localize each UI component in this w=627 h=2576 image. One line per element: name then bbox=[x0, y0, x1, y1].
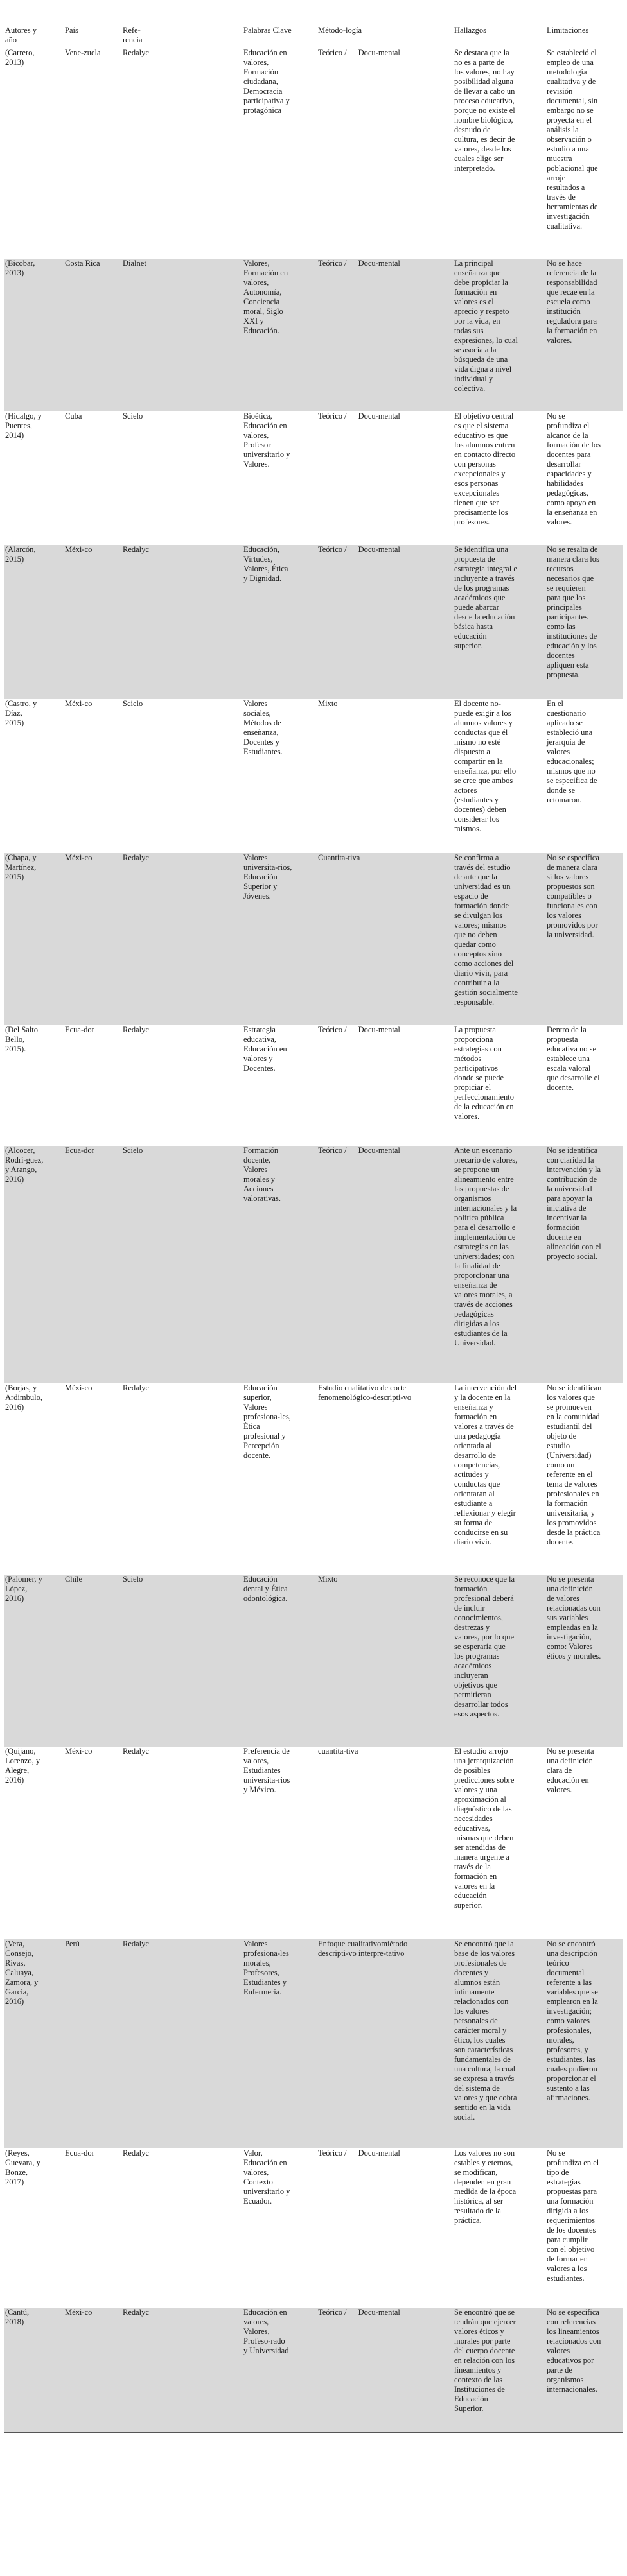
cell-referencia bbox=[121, 259, 242, 411]
table-row bbox=[4, 2308, 623, 2433]
cell-referencia-text: Scielo bbox=[123, 1574, 143, 1584]
cell-autores-text: (Alarcón, 2015) bbox=[5, 544, 36, 564]
cell-referencia-text: Redalyc bbox=[123, 2307, 149, 2317]
cell-limitaciones-text: En el cuestionario aplicado se estableció una jerarquía de valores educacionales; mismos que no se especifica de donde se retomaron. bbox=[547, 698, 597, 804]
method-primary: Teórico / bbox=[318, 258, 347, 268]
cell-pais bbox=[64, 1575, 121, 1747]
cell-pais-text: Chile bbox=[65, 1574, 83, 1584]
table-row bbox=[4, 1575, 623, 1747]
cell-autores-text: (Borjas, y Ardimbulo, 2016) bbox=[5, 1383, 42, 1412]
cell-palabras-clave bbox=[242, 1575, 317, 1747]
method-secondary: Docu-mental bbox=[358, 1145, 400, 1155]
cell-hallazgos-text: Se destaca que la no es a parte de los valores, no hay posibilidad alguna de llevar a cabo un proceso educativo, porque no existe el hombre biológico, desnudo de cultura, es decir de valores, desde los cuales elige ser interpretado. bbox=[454, 48, 515, 173]
method-primary: Teórico / bbox=[318, 48, 347, 57]
cell-hallazgos bbox=[453, 1575, 545, 1747]
cell-referencia-text: Redalyc bbox=[123, 2148, 149, 2157]
cell-limitaciones bbox=[545, 1747, 623, 1939]
cell-metodologia bbox=[317, 2308, 453, 2433]
cell-autores-text: (Chapa, y Martínez, 2015) bbox=[5, 852, 37, 881]
table-row bbox=[4, 48, 623, 259]
cell-limitaciones-text: No se identifica con claridad la intervención y la contribución de la universidad para apoyar la iniciativa de incentivar la formación docente en alineación con el proyecto social. bbox=[547, 1145, 601, 1261]
cell-metodologia bbox=[317, 411, 453, 545]
cell-hallazgos-text: El docente no- puede exigir a los alumnos valores y conductas que él mismo no esté dispuesto a compartir en la enseñanza, por ello se cree que ambos actores (estudiantes y docentes) deben considerar los mismos. bbox=[454, 698, 517, 833]
cell-limitaciones bbox=[545, 1146, 623, 1383]
cell-palabras-clave-text: Valor, Educación en valores, Contexto universitario y Ecuador. bbox=[243, 2148, 290, 2206]
cell-referencia bbox=[121, 545, 242, 699]
cell-limitaciones bbox=[545, 699, 623, 853]
cell-autores-text: (Quijano, Lorenzo, y Alegre, 2016) bbox=[5, 1746, 40, 1785]
cell-limitaciones bbox=[545, 259, 623, 411]
cell-autores bbox=[4, 259, 64, 411]
cell-pais bbox=[64, 259, 121, 411]
table-row bbox=[4, 1747, 623, 1939]
table-row bbox=[4, 545, 623, 699]
cell-palabras-clave bbox=[242, 259, 317, 411]
cell-palabras-clave bbox=[242, 1383, 317, 1575]
cell-referencia-text: Redalyc bbox=[123, 1939, 149, 1948]
cell-referencia bbox=[121, 411, 242, 545]
cell-limitaciones bbox=[545, 2148, 623, 2308]
method-secondary: Docu-mental bbox=[358, 2307, 400, 2317]
cell-autores-text: (Vera, Consejo, Rivas, Caluaya, Zamora, y García, 2016) bbox=[5, 1939, 39, 2006]
cell-limitaciones bbox=[545, 853, 623, 1025]
method-secondary: Docu-mental bbox=[358, 2148, 400, 2157]
cell-limitaciones-text: No se resalta de manera clara los recursos necesarios que se requieren para que los principales participantes como las instituciones de educación y los docentes apliquen esta propuesta. bbox=[547, 544, 599, 679]
cell-limitaciones-text: No se especifica con referencias los lineamientos relacionados con valores educativos por parte de organismos internacionales. bbox=[547, 2307, 601, 2394]
cell-metodologia bbox=[317, 545, 453, 699]
cell-autores bbox=[4, 411, 64, 545]
table-row bbox=[4, 1025, 623, 1146]
cell-metodologia bbox=[317, 853, 453, 1025]
cell-palabras-clave-text: Valores profesiona-les morales, Profesores, Estudiantes y Enfermería. bbox=[243, 1939, 289, 1996]
method-primary: cuantita-tiva bbox=[318, 1746, 358, 1756]
cell-hallazgos-text: El objetivo central es que el sistema educativo es que los alumnos entren en contacto directo con personas excepcionales y esos personas excepcionales tienen que ser precisamente los profesores. bbox=[454, 411, 516, 526]
cell-pais bbox=[64, 699, 121, 853]
cell-referencia-text: Redalyc bbox=[123, 852, 149, 862]
method-secondary: Docu-mental bbox=[358, 1024, 400, 1034]
cell-referencia bbox=[121, 1939, 242, 2148]
cell-hallazgos bbox=[453, 2148, 545, 2308]
cell-metodologia bbox=[317, 259, 453, 411]
cell-autores-text: (Carrero, 2013) bbox=[5, 48, 35, 67]
cell-autores-text: (Cantú, 2018) bbox=[5, 2307, 30, 2326]
cell-limitaciones-text: No se encontró una descripción teórico documental referente a las variables que se emplearon en la investigación; como valores profesionales, morales, profesores, y estudiantes, las cuales pudieron proporcionar el sustento a las afirmaciones. bbox=[547, 1939, 598, 2102]
cell-autores bbox=[4, 1383, 64, 1575]
cell-autores bbox=[4, 853, 64, 1025]
cell-palabras-clave-text: Valores universita-rios, Educación Superior y Jóvenes. bbox=[243, 852, 292, 901]
cell-hallazgos bbox=[453, 545, 545, 699]
cell-hallazgos bbox=[453, 259, 545, 411]
cell-metodologia bbox=[317, 699, 453, 853]
cell-palabras-clave bbox=[242, 1939, 317, 2148]
method-primary: Mixto bbox=[318, 1574, 338, 1584]
cell-pais-text: Méxi-co bbox=[65, 698, 93, 708]
method-primary: Teórico / bbox=[318, 2307, 347, 2317]
cell-autores bbox=[4, 545, 64, 699]
cell-hallazgos-text: La propuesta proporciona estrategias con métodos participativos donde se puede propiciar el perfeccionamiento de la educación en valores. bbox=[454, 1024, 515, 1121]
cell-limitaciones-text: Se estableció el empleo de una metodología cualitativa y de revisión documental, sin embargo no se proyecta en el análisis la observación o estudio a una muestra poblacional que arroje resultados a través de herramientas de investigación cualitativa. bbox=[547, 48, 598, 230]
cell-palabras-clave bbox=[242, 411, 317, 545]
table-row bbox=[4, 1383, 623, 1575]
cell-autores-text: (Alcocer, Rodrí-guez, y Arango, 2016) bbox=[5, 1145, 44, 1184]
cell-hallazgos-text: Se reconoce que la formación profesional deberá de incluir conocimientos, destrezas y valores, por lo que se esperaría que los programas académicos incluyeran objetivos que permitieran desarrollar todos esos aspectos. bbox=[454, 1574, 515, 1718]
cell-referencia-text: Redalyc bbox=[123, 1383, 149, 1392]
cell-palabras-clave-text: Valores sociales, Métodos de enseñanza, Docentes y Estudiantes. bbox=[243, 698, 283, 756]
cell-hallazgos bbox=[453, 699, 545, 853]
cell-hallazgos bbox=[453, 411, 545, 545]
cell-referencia bbox=[121, 1383, 242, 1575]
cell-autores-text: (Bicobar, 2013) bbox=[5, 258, 35, 277]
cell-palabras-clave-text: Educación en valores, Formación ciudadana, Democracia participativa y protagónica bbox=[243, 48, 290, 115]
cell-referencia bbox=[121, 1146, 242, 1383]
cell-autores-text: (Hidalgo, y Puentes, 2014) bbox=[5, 411, 42, 440]
cell-palabras-clave bbox=[242, 1146, 317, 1383]
table-header-row bbox=[4, 26, 623, 48]
table-row bbox=[4, 259, 623, 411]
cell-pais-text: Méxi-co bbox=[65, 852, 93, 862]
method-primary: Estudio cualitativo de corte fenomenológico-descripti-vo bbox=[318, 1383, 412, 1402]
cell-palabras-clave-text: Estrategia educativa, Educación en valores y Docentes. bbox=[243, 1024, 287, 1073]
cell-limitaciones-text: No se presenta una definición de valores relacionadas con sus variables empleadas en la investigación, como: Valores éticos y morales. bbox=[547, 1574, 601, 1661]
cell-autores bbox=[4, 1025, 64, 1146]
cell-hallazgos-text: Ante un escenario precario de valores, se propone un alineamiento entre las propuestas de organismos internacionales y la política pública para el desarrollo e implementación de estrategias en las universidades; con la finalidad de proporcionar una enseñanza de valores morales, a través de acciones pedagógicas dirigidas a los estudiantes de la Universidad. bbox=[454, 1145, 518, 1347]
table-row bbox=[4, 699, 623, 853]
header-palabras-clave: Palabras Clave bbox=[242, 26, 317, 48]
cell-hallazgos-text: Se identifica una propuesta de estrategia integral e incluyente a través de los programas académicos que puede abarcar desde la educación básica hasta educación superior. bbox=[454, 544, 517, 650]
cell-referencia-text: Dialnet bbox=[123, 258, 146, 268]
cell-pais bbox=[64, 2308, 121, 2433]
cell-limitaciones bbox=[545, 2308, 623, 2433]
cell-autores bbox=[4, 1146, 64, 1383]
cell-autores bbox=[4, 1747, 64, 1939]
cell-pais bbox=[64, 545, 121, 699]
cell-pais-text: Méxi-co bbox=[65, 2307, 93, 2317]
cell-referencia-text: Redalyc bbox=[123, 48, 149, 57]
cell-limitaciones-text: No se especifica de manera clara si los valores propuestos son compatibles o funcionales con los valores promovidos por la universidad. bbox=[547, 852, 599, 939]
method-secondary: Docu-mental bbox=[358, 411, 400, 420]
cell-referencia bbox=[121, 853, 242, 1025]
cell-hallazgos-text: Se encontró que la base de los valores profesionales de docentes y alumnos están íntimamente relacionados con los valores personales de carácter moral y ético, los cuales son características fundamentales de una cultura, la cual se expresa a través del sistema de valores y que cobra sentido en la vida social. bbox=[454, 1939, 517, 2122]
header-autores: Autores y año bbox=[4, 26, 64, 48]
cell-limitaciones bbox=[545, 411, 623, 545]
cell-palabras-clave-text: Preferencia de valores, Estudiantes universita-rios y México. bbox=[243, 1746, 290, 1794]
cell-pais-text: Ecua-dor bbox=[65, 1145, 94, 1155]
cell-pais-text: Vene-zuela bbox=[65, 48, 101, 57]
cell-referencia bbox=[121, 48, 242, 259]
cell-metodologia bbox=[317, 1747, 453, 1939]
cell-referencia bbox=[121, 1025, 242, 1146]
cell-palabras-clave bbox=[242, 2148, 317, 2308]
cell-hallazgos bbox=[453, 1025, 545, 1146]
cell-limitaciones-text: No se hace referencia de la responsabilidad que recae en la escuela como institución reguladora para la formación en valores. bbox=[547, 258, 597, 345]
table-row bbox=[4, 411, 623, 545]
cell-limitaciones-text: No se profundiza el alcance de la formación de los docentes para desarrollar capacidades y habilidades pedagógicas, como apoyo en la enseñanza en valores. bbox=[547, 411, 601, 526]
cell-pais bbox=[64, 48, 121, 259]
cell-metodologia bbox=[317, 1383, 453, 1575]
cell-limitaciones bbox=[545, 48, 623, 259]
cell-limitaciones bbox=[545, 1383, 623, 1575]
cell-limitaciones bbox=[545, 1025, 623, 1146]
cell-referencia bbox=[121, 2308, 242, 2433]
header-metodologia: Método-logía bbox=[317, 26, 453, 48]
table-row bbox=[4, 1146, 623, 1383]
cell-hallazgos-text: La intervención del y la docente en la enseñanza y formación en valores a través de una pedagogía orientada al desarrollo de competencias, actitudes y conductas que orientaran al estudiante a reflexionar y elegir su forma de conducirse en su diario vivir. bbox=[454, 1383, 517, 1546]
cell-referencia bbox=[121, 699, 242, 853]
cell-hallazgos-text: Se confirma a través del estudio de arte que la universidad es un espacio de formación donde se divulgan los valores; mismos que no deben quedar como conceptos sino como acciones del diario vivir, para contribuir a la gestión socialmente responsable. bbox=[454, 852, 518, 1007]
cell-hallazgos-text: Se encontró que se tendrán que ejercer valores éticos y morales por parte del cuerpo docente en relación con los lineamientos y contexto de las Instituciones de Educación Superior. bbox=[454, 2307, 516, 2413]
cell-referencia bbox=[121, 1575, 242, 1747]
cell-limitaciones bbox=[545, 1575, 623, 1747]
table-row bbox=[4, 853, 623, 1025]
cell-autores bbox=[4, 1939, 64, 2148]
cell-hallazgos bbox=[453, 1939, 545, 2148]
method-primary: Teórico / bbox=[318, 2148, 347, 2157]
cell-autores bbox=[4, 48, 64, 259]
method-primary: Enfoque cualitativomiétodo descripti-vo interpre-tativo bbox=[318, 1939, 408, 1958]
cell-metodologia bbox=[317, 48, 453, 259]
cell-palabras-clave-text: Educación dental y Ética odontológica. bbox=[243, 1574, 288, 1603]
cell-hallazgos bbox=[453, 1747, 545, 1939]
cell-metodologia bbox=[317, 1146, 453, 1383]
cell-limitaciones bbox=[545, 1939, 623, 2148]
cell-autores-text: (Castro, y Díaz, 2015) bbox=[5, 698, 37, 727]
cell-pais bbox=[64, 411, 121, 545]
cell-pais bbox=[64, 853, 121, 1025]
cell-palabras-clave bbox=[242, 48, 317, 259]
cell-pais-text: Cuba bbox=[65, 411, 82, 420]
cell-palabras-clave-text: Valores, Formación en valores, Autonomía, Conciencia moral, Siglo XXI y Educación. bbox=[243, 258, 288, 335]
table-row bbox=[4, 2148, 623, 2308]
cell-limitaciones-text: No se profundiza en el tipo de estrategias propuestas para una formación dirigida a los requerimientos de los docentes para cumplir con el objetivo de formar en valores a los estudiantes. bbox=[547, 2148, 599, 2283]
cell-metodologia bbox=[317, 1575, 453, 1747]
cell-pais bbox=[64, 2148, 121, 2308]
method-primary: Cuantita-tiva bbox=[318, 852, 360, 862]
cell-pais-text: Costa Rica bbox=[65, 258, 100, 268]
cell-pais-text: Ecua-dor bbox=[65, 1024, 94, 1034]
cell-referencia-text: Redalyc bbox=[123, 1746, 149, 1756]
cell-palabras-clave-text: Educación, Virtudes, Valores, Ética y Dignidad. bbox=[243, 544, 288, 583]
cell-palabras-clave-text: Educación superior, Valores profesiona-les, Ética profesional y Percepción docente. bbox=[243, 1383, 291, 1460]
cell-limitaciones-text: No se presenta una definición clara de educación en valores. bbox=[547, 1746, 594, 1794]
method-primary: Teórico / bbox=[318, 1024, 347, 1034]
cell-pais bbox=[64, 1939, 121, 2148]
cell-autores bbox=[4, 1575, 64, 1747]
cell-autores bbox=[4, 2308, 64, 2433]
cell-pais-text: Méxi-co bbox=[65, 1383, 93, 1392]
cell-palabras-clave-text: Formación docente, Valores morales y Acciones valorativas. bbox=[243, 1145, 281, 1203]
cell-hallazgos bbox=[453, 1383, 545, 1575]
method-secondary: Docu-mental bbox=[358, 258, 400, 268]
cell-referencia-text: Redalyc bbox=[123, 1024, 149, 1034]
cell-pais-text: Méxi-co bbox=[65, 1746, 93, 1756]
cell-metodologia bbox=[317, 1939, 453, 2148]
method-secondary: Docu-mental bbox=[358, 544, 400, 554]
method-primary: Mixto bbox=[318, 698, 338, 708]
cell-palabras-clave bbox=[242, 2308, 317, 2433]
cell-palabras-clave-text: Bioética, Educación en valores, Profesor universitario y Valores. bbox=[243, 411, 290, 469]
cell-pais-text: Méxi-co bbox=[65, 544, 93, 554]
method-primary: Teórico / bbox=[318, 1145, 347, 1155]
cell-referencia bbox=[121, 1747, 242, 1939]
cell-hallazgos-text: Los valores no son estables y eternos, se modifican, dependen en gran medida de la época histórica, al ser resultado de la práctica. bbox=[454, 2148, 517, 2225]
cell-autores bbox=[4, 699, 64, 853]
cell-metodologia bbox=[317, 2148, 453, 2308]
cell-hallazgos-text: El estudio arrojo una jerarquización de posibles predicciones sobre valores y una aproximación al diagnóstico de las necesidades educativas, mismas que deben ser atendidas de manera urgente a través de la formación en valores en la educación superior. bbox=[454, 1746, 515, 1910]
cell-pais-text: Ecua-dor bbox=[65, 2148, 94, 2157]
cell-referencia-text: Scielo bbox=[123, 698, 143, 708]
cell-pais bbox=[64, 1383, 121, 1575]
cell-hallazgos bbox=[453, 2308, 545, 2433]
cell-autores-text: (Reyes, Guevara, y Bonze, 2017) bbox=[5, 2148, 40, 2186]
cell-limitaciones bbox=[545, 545, 623, 699]
cell-palabras-clave bbox=[242, 699, 317, 853]
cell-hallazgos bbox=[453, 1146, 545, 1383]
method-primary: Teórico / bbox=[318, 411, 347, 420]
cell-limitaciones-text: No se identifican los valores que se promueven en la comunidad estudiantil del objeto de estudio (Universidad) como un referente en el tema de valores profesionales en la formación universitaria, y los promovidos desde la práctica docente. bbox=[547, 1383, 602, 1546]
cell-autores-text: (Palomer, y López, 2016) bbox=[5, 1574, 42, 1603]
cell-hallazgos bbox=[453, 853, 545, 1025]
cell-referencia-text: Scielo bbox=[123, 1145, 143, 1155]
cell-palabras-clave bbox=[242, 1747, 317, 1939]
cell-referencia bbox=[121, 2148, 242, 2308]
header-limitaciones: Limitaciones bbox=[545, 26, 623, 48]
cell-hallazgos-text: La principal enseñanza que debe propiciar la formación en valores es el aprecio y respeto por la vida, en todas sus expresiones, lo cual se asocia a la búsqueda de una vida digna a nivel individual y colectiva. bbox=[454, 258, 518, 393]
cell-pais bbox=[64, 1025, 121, 1146]
cell-pais bbox=[64, 1146, 121, 1383]
header-pais: País bbox=[64, 26, 121, 48]
cell-palabras-clave bbox=[242, 545, 317, 699]
method-primary: Teórico / bbox=[318, 544, 347, 554]
cell-palabras-clave bbox=[242, 1025, 317, 1146]
cell-metodologia bbox=[317, 1025, 453, 1146]
cell-palabras-clave-text: Educación en valores, Valores, Profeso-rado y Universidad bbox=[243, 2307, 289, 2355]
header-referencia: Refe- rencia bbox=[121, 26, 242, 48]
cell-hallazgos bbox=[453, 48, 545, 259]
method-secondary: Docu-mental bbox=[358, 48, 400, 57]
cell-autores bbox=[4, 2148, 64, 2308]
header-hallazgos: Hallazgos bbox=[453, 26, 545, 48]
cell-palabras-clave bbox=[242, 853, 317, 1025]
cell-pais-text: Perú bbox=[65, 1939, 80, 1948]
literature-review-table bbox=[4, 26, 623, 2433]
cell-limitaciones-text: Dentro de la propuesta educativa no se establece una escala valoral que desarrolle el docente. bbox=[547, 1024, 600, 1092]
cell-referencia-text: Scielo bbox=[123, 411, 143, 420]
cell-pais bbox=[64, 1747, 121, 1939]
table-row bbox=[4, 1939, 623, 2148]
cell-autores-text: (Del Salto Bello, 2015). bbox=[5, 1024, 39, 1053]
cell-referencia-text: Redalyc bbox=[123, 544, 149, 554]
